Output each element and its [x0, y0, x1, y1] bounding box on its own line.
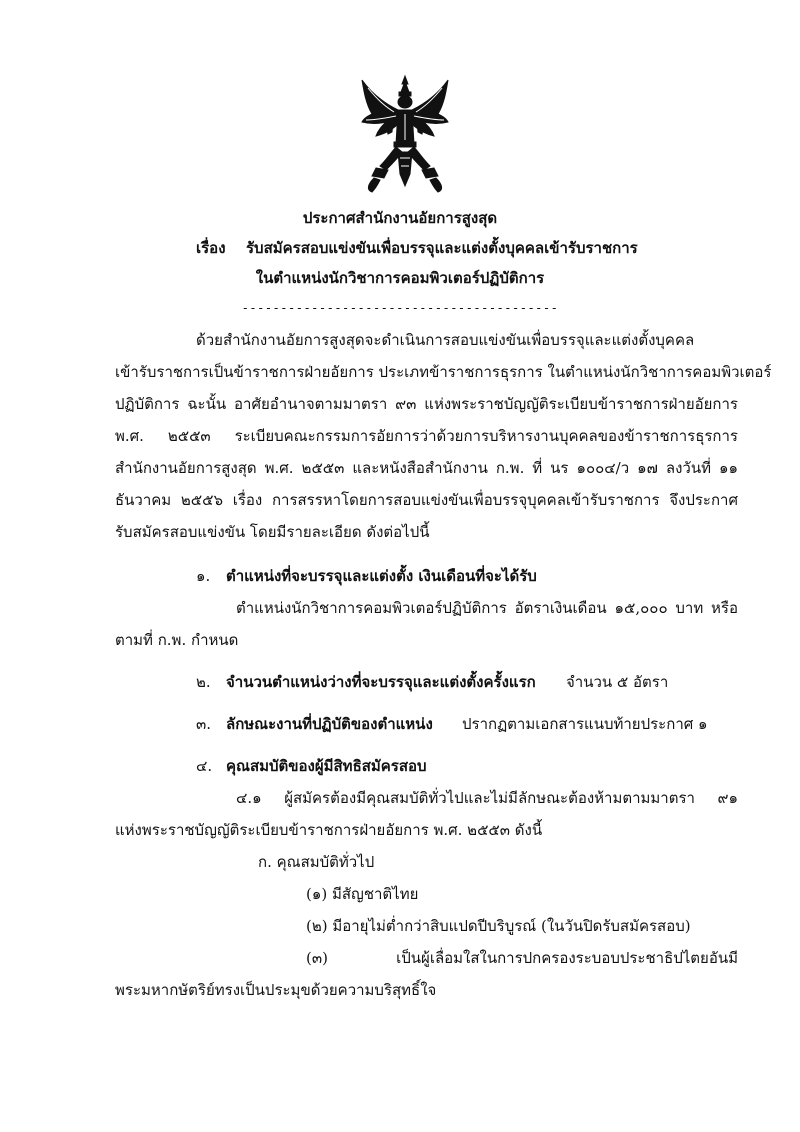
qualification-item-1: (๑) มีสัญชาติไทย: [306, 885, 419, 903]
qualification-a: ก. คุณสมบัติทั่วไป: [258, 853, 375, 871]
subject-line-2: ในตำแหน่งนักวิชาการคอมพิวเตอร์ปฏิบัติการ: [255, 269, 545, 287]
section-1-line-2: ตามที่ ก.พ. กำหนด: [115, 631, 239, 649]
subject-line-1: รับสมัครสอบแข่งขันเพื่อบรรจุและแต่งตั้งบุคคลเข้ารับราชการ: [246, 239, 638, 257]
section-2-number: ๒.: [196, 673, 211, 691]
section-1-line-1: ตำแหน่งนักวิชาการคอมพิวเตอร์ปฏิบัติการ อัตราเงินเดือน ๑๕,๐๐๐ บาท หรือ: [236, 599, 738, 617]
section-4-1-line-1: ๔.๑ ผู้สมัครต้องมีคุณสมบัติทั่วไปและไม่มีลักษณะต้องห้ามตามมาตรา ๙๑: [236, 789, 738, 807]
intro-line-6: ธันวาคม ๒๕๕๖ เรื่อง การสรรหาโดยการสอบแข่งขันเพื่อบรรจุบุคคลเข้ารับราชการ จึงประกาศ: [115, 491, 738, 509]
section-3-title: ลักษณะงานที่ปฏิบัติของตำแหน่ง: [226, 715, 433, 733]
section-2-title: จำนวนตำแหน่งว่างที่จะบรรจุและแต่งตั้งครั้งแรก: [226, 673, 536, 691]
section-1-number: ๑.: [196, 567, 211, 585]
section-4-title: คุณสมบัติของผู้มีสิทธิสมัครสอบ: [226, 757, 427, 775]
intro-line-1: ด้วยสำนักงานอัยการสูงสุดจะดำเนินการสอบแข่งขันเพื่อบรรจุและแต่งตั้งบุคคล: [196, 331, 695, 349]
document-title: ประกาศสำนักงานอัยการสูงสุด: [302, 209, 498, 227]
section-4-1-line-2: แห่งพระราชบัญญัติระเบียบข้าราชการฝ่ายอัยการ พ.ศ. ๒๕๕๓ ดังนี้: [115, 821, 543, 839]
garuda-emblem-icon: [358, 74, 452, 194]
subject-label: เรื่อง: [196, 239, 226, 257]
section-3-number: ๓.: [196, 715, 212, 733]
intro-line-5: สำนักงานอัยการสูงสุด พ.ศ. ๒๕๕๓ และหนังสือสำนักงาน ก.พ. ที่ นร ๑๐๐๔/ว ๑๗ ลงวันที่ ๑๑: [115, 459, 738, 477]
intro-line-7: รับสมัครสอบแข่งขัน โดยมีรายละเอียด ดังต่อไปนี้: [115, 523, 430, 541]
qualification-item-3-line-2: พระมหากษัตริย์ทรงเป็นประมุขด้วยความบริสุทธิ์ใจ: [115, 981, 437, 999]
intro-line-4: พ.ศ. ๒๕๕๓ ระเบียบคณะกรรมการอัยการว่าด้วยการบริหารงานบุคคลของข้าราชการธุรการ: [115, 427, 738, 445]
section-1-title: ตำแหน่งที่จะบรรจุและแต่งตั้ง เงินเดือนที่จะได้รับ: [226, 567, 537, 585]
intro-line-3: ปฏิบัติการ ฉะนั้น อาศัยอำนาจตามมาตรา ๙๓ แห่งพระราชบัญญัติระเบียบข้าราชการฝ่ายอัยการ: [115, 395, 738, 413]
intro-line-2: เข้ารับราชการเป็นข้าราชการฝ่ายอัยการ ประเภทข้าราชการธุรการ ในตำแหน่งนักวิชาการคอมพิวเตอร์: [115, 363, 772, 381]
title-separator: -----------------------------------------: [241, 301, 559, 315]
section-2-value: จำนวน ๕ อัตรา: [566, 673, 669, 691]
qualification-item-2: (๒) มีอายุไม่ต่ำกว่าสิบแปดปีบริบูรณ์ (ในวันปิดรับสมัครสอบ): [306, 917, 691, 935]
qualification-item-3-line-1: (๓) เป็นผู้เลื่อมใสในการปกครองระบอบประชาธิปไตยอันมี: [306, 949, 738, 967]
section-4-number: ๔.: [196, 757, 213, 775]
section-3-value: ปรากฏตามเอกสารแนบท้ายประกาศ ๑: [462, 715, 708, 733]
